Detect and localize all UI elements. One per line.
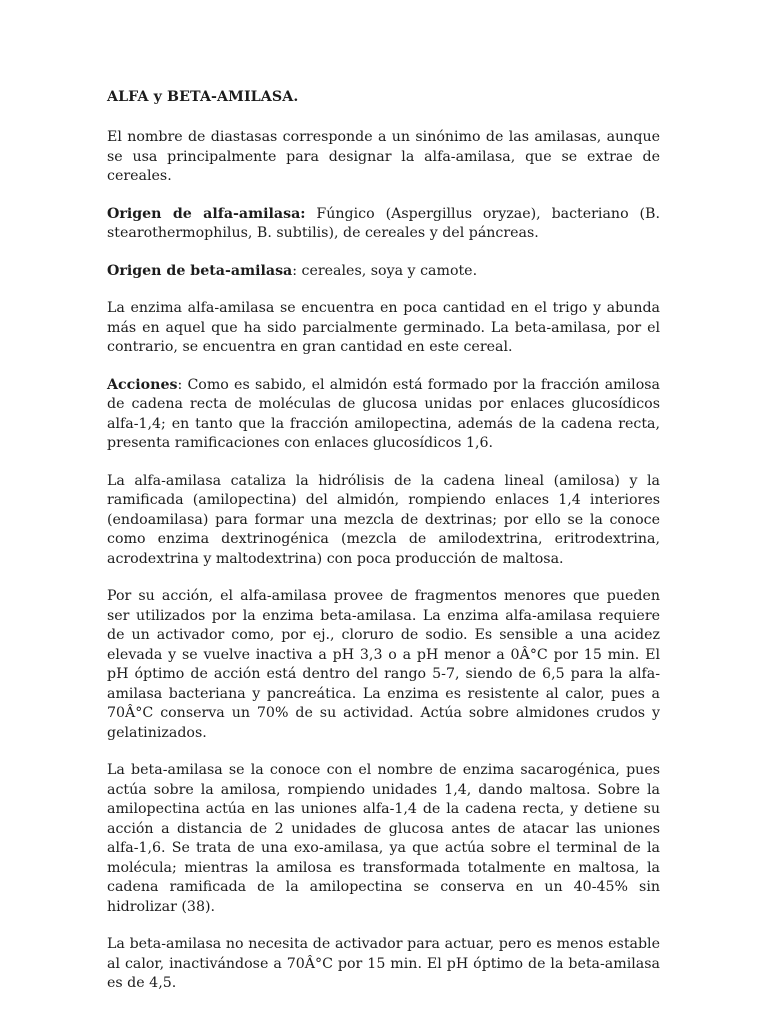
paragraph-activador: Por su acción, el alfa-amilasa provee de fragmentos menores que pueden ser utilizados por la enzima beta-amilasa. La enzima alfa-amilasa requiere de un activador como, por ej., cloruro de sodio. Es sensible a una acidez elevada y se vuelve inactiva a pH 3,3 o a pH menor a 0Â°C por 15 min. El pH óptimo de acción está dentro del rango 5-7, siendo de 6,5 para la alfa-amilasa bacteriana y pancreática. La enzima es resistente al calor, pues a 70Â°C conserva un 70% de su actividad. Actúa sobre almidones crudos y gelatinizados. (107, 588, 660, 741)
paragraph-estabilidad: La beta-amilasa no necesita de activador para actuar, pero es menos estable al calor, inactivándose a 70Â°C por 15 min. El pH óptimo de la beta-amilasa es de 4,5. (107, 936, 660, 991)
origen-alfa-text: Fúngico (Aspergillus oryzae), bacteriano (B. stearothermophilus, B. subtilis), de cereales y del páncreas. (107, 205, 660, 241)
document-title: ALFA y BETA-AMILASA. (107, 89, 299, 105)
paragraph-diastasas: El nombre de diastasas corresponde a un sinónimo de las amilasas, aunque se usa principalmente para designar la alfa-amilasa, que se extrae de cereales. (107, 129, 660, 184)
origen-alfa-label: Origen de alfa-amilasa: (107, 205, 306, 222)
paragraph-origen-beta (107, 262, 660, 282)
origen-beta-label: Origen de beta-amilasa (107, 262, 293, 279)
paragraph-acciones (107, 376, 660, 454)
paragraph-trigo: La enzima alfa-amilasa se encuentra en poca cantidad en el trigo y abunda más en aquel que ha sido parcialmente germinado. La beta-amilasa, por el contrario, se encuentra en gran cantidad en este cereal. (107, 300, 660, 355)
paragraph-origen-alfa (107, 205, 660, 244)
acciones-text: : Como es sabido, el almidón está formado por la fracción amilosa de cadena recta de moléculas de glucosa unidas por enlaces glucosídicos alfa-1,4; en tanto que la fracción amilopectina, además de la cadena recta, presenta ramificaciones con enlaces glucosídicos 1,6. (107, 376, 660, 451)
acciones-label: Acciones (107, 376, 178, 393)
paragraph-hidrolisis: La alfa-amilasa cataliza la hidrólisis de la cadena lineal (amilosa) y la ramificada (amilopectina) del almidón, rompiendo enlaces 1,4 interiores (endoamilasa) para formar una mezcla de dextrinas; por ello se la conoce como enzima dextrinogénica (mezcla de amilodextrina, eritrodextrina, acrodextrina y maltodextrina) con poca producción de maltosa. (107, 472, 660, 567)
origen-beta-text: : cereales, soya y camote. (292, 262, 478, 279)
paragraph-beta-amilasa: La beta-amilasa se la conoce con el nombre de enzima sacarogénica, pues actúa sobre la amilosa, rompiendo unidades 1,4, dando maltosa. Sobre la amilopectina actúa en las uniones alfa-1,4 de la cadena recta, y detiene su acción a distancia de 2 unidades de glucosa antes de atacar las uniones alfa-1,6. Se trata de una exo-amilasa, ya que actúa sobre el terminal de la molécula; mientras la amilosa es transformada totalmente en maltosa, la cadena ramificada de la amilopectina se conserva en un 40-45% sin hidrolizar (38). (107, 762, 660, 915)
